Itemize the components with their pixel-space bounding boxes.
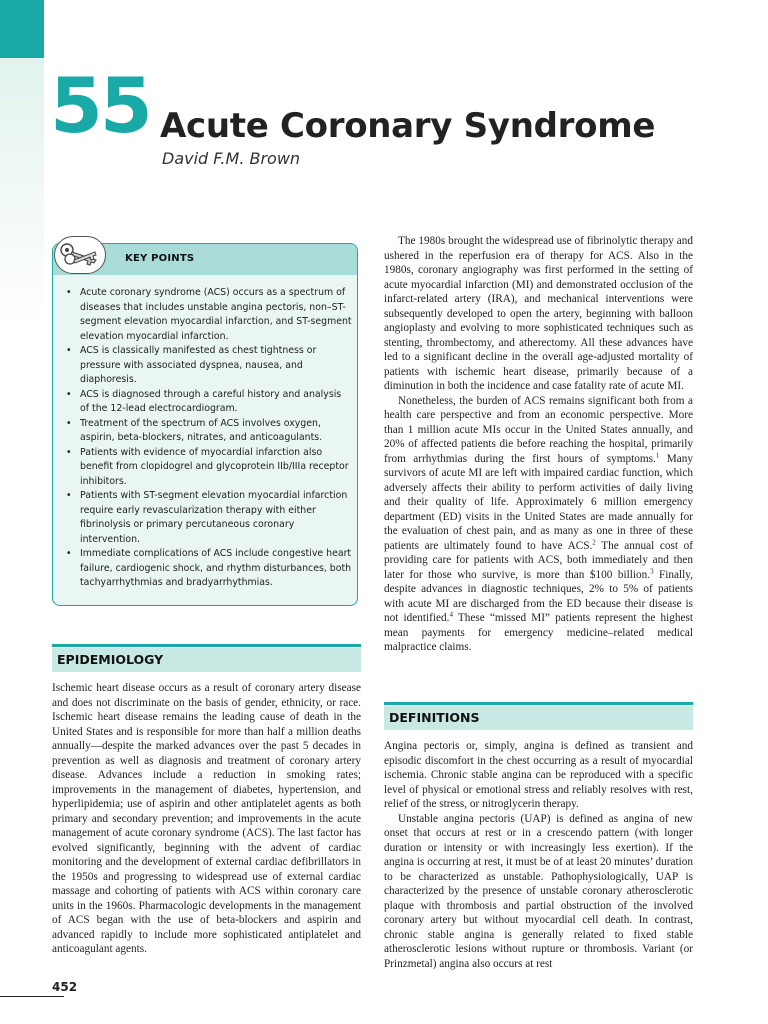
list-item: • Immediate complications of ACS include congestive heart failure, cardiogenic shock, and rhythm disturbances, both tachyarrhythmias and bradyarrhythmias. <box>65 547 353 591</box>
section-rule <box>52 644 361 647</box>
list-item: • ACS is diagnosed through a careful history and analysis of the 12-lead electrocardiogram. <box>65 388 353 417</box>
section-rule <box>384 702 693 705</box>
corner-gradient <box>0 58 44 328</box>
definitions-heading-band <box>384 702 693 734</box>
list-item: • Patients with ST-segment elevation myocardial infarction require early revascularization therapy with either fibrinolysis or primary percutaneous coronary intervention. <box>65 489 353 547</box>
key-points-title: KEY POINTS <box>125 253 195 264</box>
paragraph: Nonetheless, the burden of ACS remains significant both from a health care perspective and from an economic perspective. More than 1 million acute MIs occur in the United States annually, and 20% of affected patients die before reaching the hospital, primarily from arrhythmias during the first hours of symptoms.$^1$ Many survivors of acute MI are left with impaired cardiac function, which adversely affects their ability to perform activities of daily living and their quality of life. Approximately 6 million emergency department (ED) visits in the United States are made annually for the evaluation of chest pain, and as many as one in three of these patients are ultimately found to have ACS.$^2$ The annual cost of providing care for patients with ACS, both immediately and then later for those who survive, is more than $100 billion.$^3$ Finally, despite advances in diagnostic techniques, 2% to 5% of patients with acute MI are discharged from the ED because their disease is not identified.$^4$ These “missed MI” patients represent the highest mean payments for emergency medicine–related medical malpractice claims. <box>384 394 693 653</box>
corner-accent-block <box>0 0 44 58</box>
page-number: 452 <box>52 980 78 994</box>
key-points-box <box>52 243 358 606</box>
list-item: • ACS is classically manifested as chest tightness or pressure with associated dyspnea, nausea, and diaphoresis. <box>65 344 353 388</box>
chapter-title: Acute Coronary Syndrome <box>160 106 656 146</box>
list-item: • Treatment of the spectrum of ACS involves oxygen, aspirin, beta-blockers, nitrates, and anticoagulants. <box>65 417 353 446</box>
section-title: DEFINITIONS <box>389 710 480 725</box>
definitions-text <box>384 739 693 971</box>
section-title: EPIDEMIOLOGY <box>57 652 164 667</box>
keys-icon <box>54 236 106 274</box>
paragraph: Angina pectoris or, simply, angina is defined as transient and episodic discomfort in the chest occurring as a result of myocardial ischemia. Chronic stable angina can be reproduced with a specific level of physical or emotional stress and reliably resolves with rest, relief of the stress, or nitroglycerin therapy. <box>384 740 693 810</box>
paragraph: The 1980s brought the widespread use of fibrinolytic therapy and ushered in the reperfusion era of therapy for ACS. Also in the 1980s, coronary angiography was first performed in the setting of acute myocardial infarction (MI) and demonstrated occlusion of the infarct-related artery (IRA), and mechanical interventions were subsequently developed to open the artery, beginning with balloon angioplasty and evolving to more sophisticated techniques such as stenting, thrombectomy, and atherectomy. All these advances have led to a significant decline in the overall age-adjusted mortality of patients with ischemic heart disease, primarily because of a diminution in both the incidence and case fatality rate of acute MI. <box>384 235 693 392</box>
epidemiology-text-right <box>384 234 693 655</box>
epidemiology-text-left <box>52 681 361 957</box>
footer-rule <box>0 996 64 997</box>
paragraph: Unstable angina pectoris (UAP) is defined as angina of new onset that occurs at rest or in a crescendo pattern (with longer duration or intensity or with increasingly less exertion). If the angina is occurring at rest, it must be of at least 20 minutes’ duration to be characterized as unstable. Pathophysiologically, UAP is characterized by the presence of unstable coronary atherosclerotic plaque with thrombosis and partial obstruction of the involved coronary artery but without myocardial cell death. In contrast, chronic stable angina is generally related to fixed stable atherosclerotic lesions without rupture or thrombosis. Variant (or Prinzmetal) angina also occurs at rest <box>384 812 693 970</box>
paragraph: Ischemic heart disease occurs as a result of coronary artery disease and does not discriminate on the basis of gender, ethnicity, or race. Ischemic heart disease remains the leading cause of death in the United States and is responsible for more than half a million deaths annually—despite the marked advances over the past 5 decades in prevention as well as diagnosis and treatment of coronary artery disease. Advances include a reduction in smoking rates; improvements in the management of diabetes, hypertension, and hyperlipidemia; use of aspirin and other antiplatelet agents as both primary and secondary prevention; and improvements in the acute management of acute coronary syndrome (ACS). The last factor has evolved significantly, beginning with the advent of cardiac monitoring and the development of external cardiac defibrillators in the 1950s and progressing to widespread use of external cardiac massage and cohorting of patients with ACS within coronary care units in the 1960s. Pharmacologic developments in the management of ACS began with the use of beta-blockers and aspirin and advanced rapidly to include more sophisticated antiplatelet and anticoagulant agents. <box>52 682 361 955</box>
chapter-number: 55 <box>50 61 150 150</box>
epidemiology-heading-band <box>52 644 361 676</box>
list-item: • Acute coronary syndrome (ACS) occurs as a spectrum of diseases that includes unstable angina pectoris, non–ST-segment elevation myocardial infarction, and ST-segment elevation myocardial infarction. <box>65 286 353 344</box>
list-item: • Patients with evidence of myocardial infarction also benefit from clopidogrel and glycoprotein IIb/IIIa receptor inhibitors. <box>65 446 353 490</box>
key-points-list <box>65 286 353 591</box>
chapter-author: David F.M. Brown <box>162 149 301 168</box>
